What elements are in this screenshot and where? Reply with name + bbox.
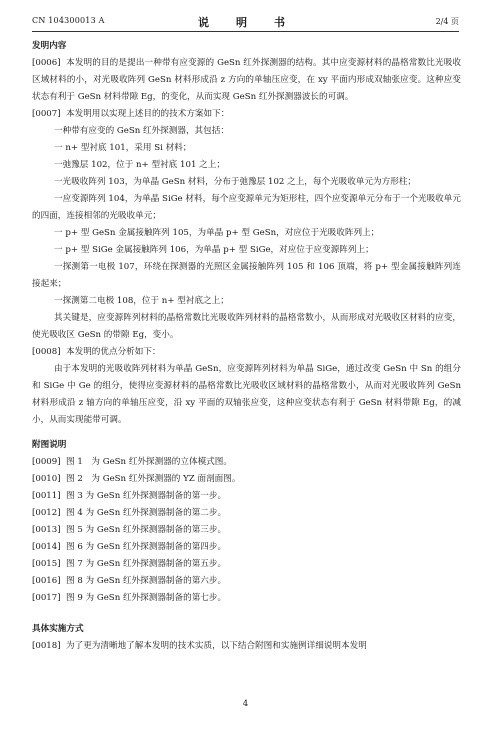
section-heading-implementation: 具体实施方式 [32,624,84,634]
page-indicator: 2/4 页 [435,17,459,26]
document-body [32,38,461,655]
figure-item [32,488,461,505]
figure-desc: 图 1 为 GeSn 红外探测器的立体模式图。 [66,457,232,467]
page-number-footer: 4 [242,699,249,709]
paragraph-0018 [32,638,461,655]
para-number: [0017] [32,593,61,603]
claim-line: 一 p+ 型 GeSn 金属接触阵列 105，为单晶 p+ 型 GeSn，对应位于光吸收阵列上； [54,228,380,238]
figure-desc: 图 6 为 GeSn 红外探测器制备的第四步。 [66,542,227,552]
claim-line: 一光吸收阵列 103，为单晶 GeSn 材料，分布于弛豫层 102 之上，每个光吸收单元为方形柱； [54,177,417,187]
figure-item [32,539,461,556]
para-number: [0009] [32,457,61,467]
patent-number: CN 104300013 A [32,16,105,25]
para-number: [0014] [32,542,61,552]
para-number: [0013] [32,525,61,535]
claim-line: 其关键是，应变源阵列材料的晶格常数比光吸收阵列材料的晶格常数小，从而形成对光吸收区材料的应变，使光吸收区 GeSn 的带隙 Eg，变小。 [32,313,461,340]
figure-desc: 图 3 为 GeSn 红外探测器制备的第一步。 [66,491,227,501]
figure-desc: 图 7 为 GeSn 红外探测器制备的第五步。 [66,559,227,569]
para-number: [0012] [32,508,61,518]
para-text: 本发明用以实现上述目的的技术方案如下： [66,109,230,119]
figure-desc: 图 2 为 GeSn 红外探测器的 YZ 面剖面图。 [66,474,241,484]
page-header [32,14,459,28]
para-number: [0016] [32,576,61,586]
figure-desc: 图 5 为 GeSn 红外探测器制备的第三步。 [66,525,227,535]
claim-line: 一 p+ 型 SiGe 金属接触阵列 106，为单晶 p+ 型 SiGe，对应位于应变源阵列上； [54,245,374,255]
paragraph-0006 [32,55,461,106]
document-title: 说 明 书 [198,16,293,29]
para-number: [0010] [32,474,61,484]
figure-item [32,573,461,590]
spacer [32,429,461,437]
figure-desc: 图 9 为 GeSn 红外探测器制备的第七步。 [66,593,227,603]
para-text: 本发明的目的是提出一种带有应变源的 GeSn 红外探测器的结构。其中应变源材料的晶格常数比光吸收区域材料的小，对光吸收阵列 GeSn 材料形成沿 z 方向的单轴压应变，在 xy 平面内形成双轴张应变。这种应变状态有利于 GeSn 材料带隙 Eg，的变化，从而实现 GeSn 红外探测器波长的可调。 [32,58,461,102]
figure-item [32,522,461,539]
paragraph-0008 [32,344,461,361]
claim-line: 一 n+ 型衬底 101，采用 Si 材料； [54,143,192,153]
header-rule [32,31,459,32]
para-number: [0006] [32,58,61,68]
figure-item [32,454,461,471]
para-text: 本发明的优点分析如下： [66,347,161,357]
figure-item [32,505,461,522]
figure-item [32,556,461,573]
claim-line: 一种带有应变的 GeSn 红外探测器，其包括： [54,126,229,136]
paragraph-0008-body: 由于本发明的光吸收阵列材料为单晶 GeSn，应变源阵列材料为单晶 SiGe，通过改变 GeSn 中 Sn 的组分和 SiGe 中 Ge 的组分，使得应变源材料的晶格常数比光吸收区域材料的晶格常数小，从而对光吸收阵列 GeSn 材料形成沿 z 轴方向的单轴压应变，沿 xy 平面的双轴张应变，这种应变状态有利于 GeSn 材料带隙 Eg，的减小，从而实现能带可调。 [32,364,461,425]
figure-desc: 图 4 为 GeSn 红外探测器制备的第二步。 [66,508,227,518]
section-heading-figures: 附图说明 [32,440,67,450]
para-number: [0011] [32,491,61,501]
claim-line: 一探测第一电极 107，环绕在探测器的光照区金属接触阵列 105 和 106 顶端，将 p+ 型金属接触阵列连接起来； [32,262,461,289]
claim-line: 一探测第二电极 108，位于 n+ 型衬底之上； [54,296,229,306]
spacer [32,607,461,621]
claim-line: 一弛豫层 102，位于 n+ 型衬底 101 之上； [54,160,225,170]
para-number: [0008] [32,347,61,357]
figure-desc: 图 8 为 GeSn 红外探测器制备的第六步。 [66,576,227,586]
figure-item [32,590,461,607]
para-number: [0015] [32,559,61,569]
para-text: 为了更为清晰地了解本发明的技术实质，以下结合附图和实施例详细说明本发明 [66,641,367,651]
claim-line: 一应变源阵列 104，为单晶 SiGe 材料，每个应变源单元为矩形柱，四个应变源单元分布于一个光吸收单元的四面，连接相邻的光吸收单元； [32,194,461,221]
paragraph-0007 [32,106,461,123]
para-number: [0018] [32,641,61,651]
section-heading-content: 发明内容 [32,41,67,51]
para-number: [0007] [32,109,61,119]
figure-item [32,471,461,488]
